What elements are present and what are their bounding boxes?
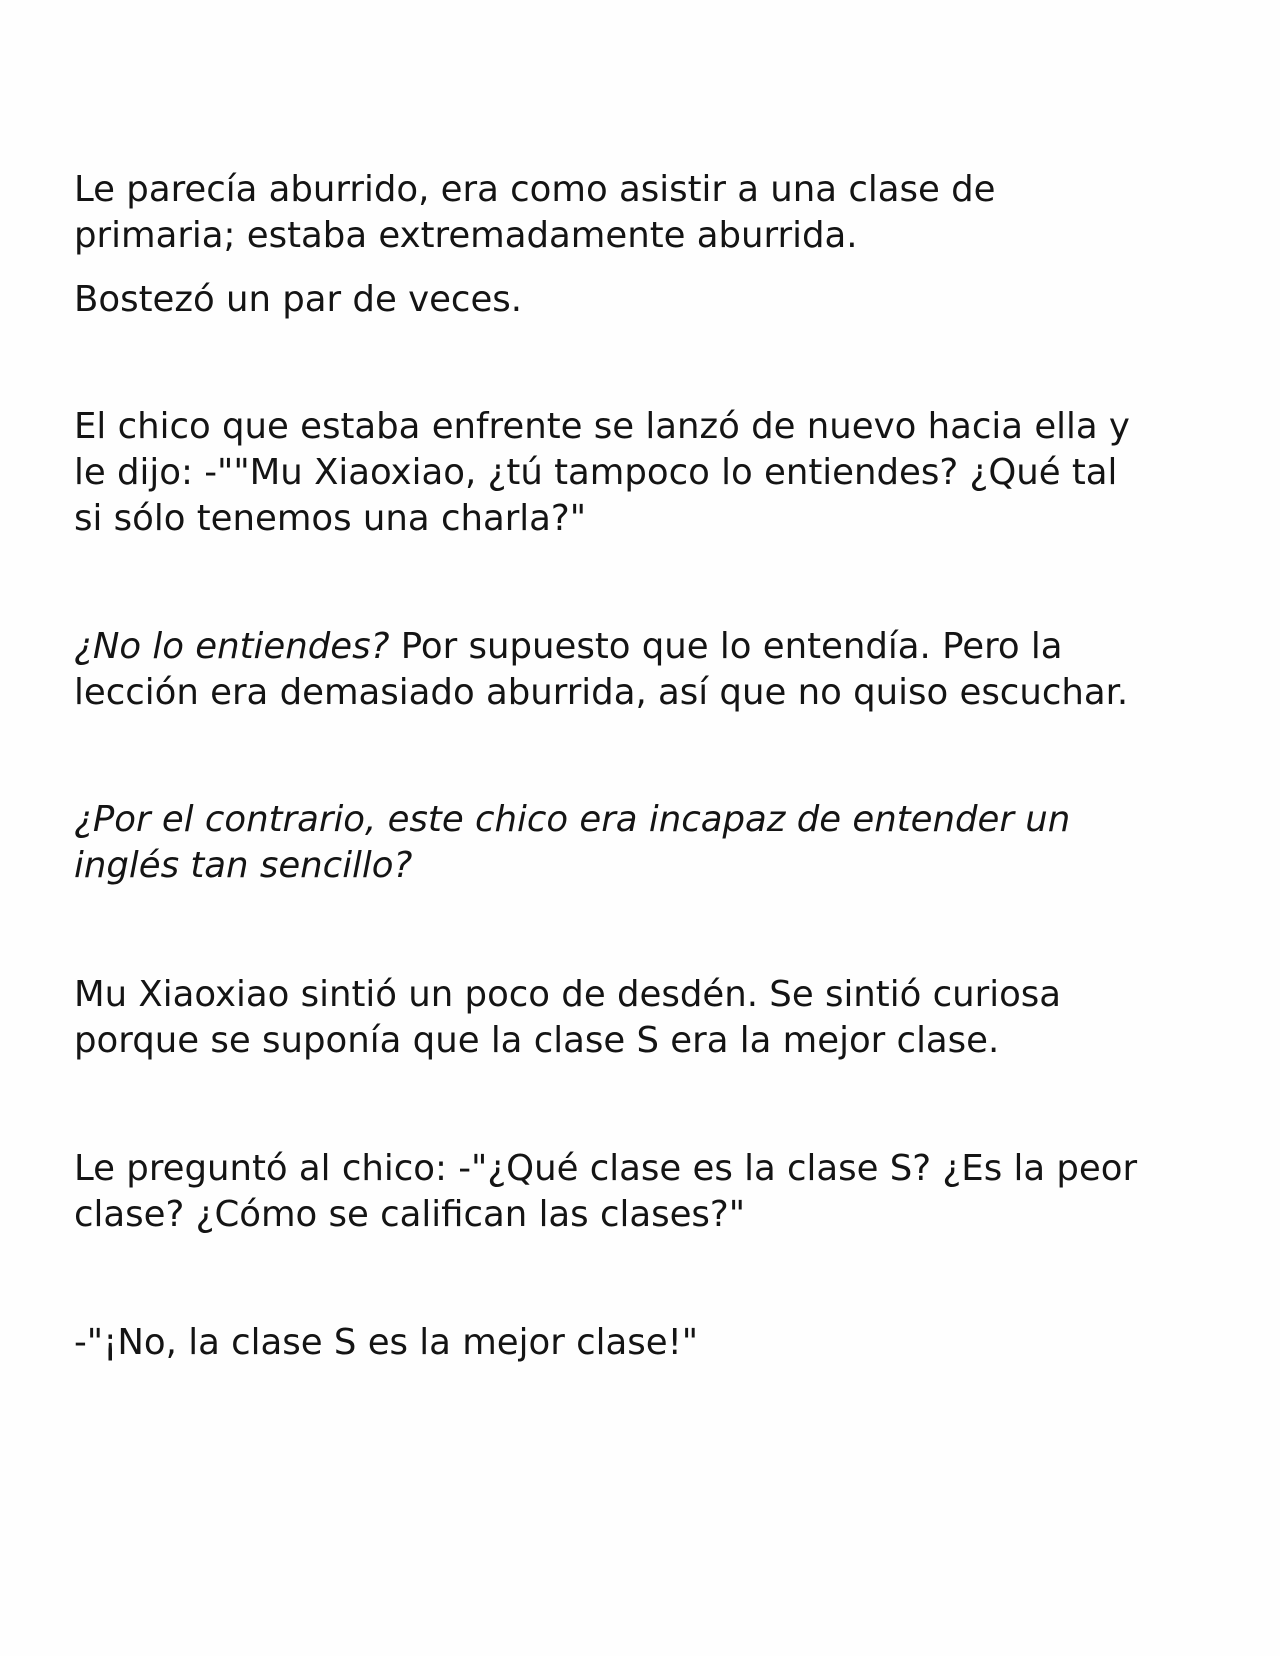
paragraph-7: Le preguntó al chico: -"¿Qué clase es la clase S? ¿Es la peor clase? ¿Cómo se califican las clases?" — [74, 1148, 1138, 1235]
paragraph-6: Mu Xiaoxiao sintió un poco de desdén. Se sintió curiosa porque se suponía que la clase S era la mejor clase. — [74, 974, 1062, 1061]
paragraph-5-italic — [74, 797, 1234, 889]
paragraph-3: El chico que estaba enfrente se lanzó de nuevo hacia ella y le dijo: -""Mu Xiaoxiao, ¿tú tampoco lo entiendes? ¿Qué tal si sólo tenemos una charla?" — [74, 406, 1130, 539]
paragraph-2: Bostezó un par de veces. — [74, 279, 523, 320]
paragraph-5-text: ¿Por el contrario, este chico era incapaz de entender un inglés tan sencillo? — [74, 799, 1071, 886]
paragraph-8: -"¡No, la clase S es la mejor clase!" — [74, 1322, 699, 1363]
paragraph-1: Le parecía aburrido, era como asistir a una clase de primaria; estaba extremadamente aburrida. — [74, 169, 996, 256]
document-page — [74, 0, 1234, 1656]
paragraph-4-text: Por supuesto que lo entendía. Pero la lección era demasiado aburrida, así que no quiso escuchar. — [74, 626, 1129, 713]
paragraph-4 — [74, 624, 1234, 716]
paragraph-4-italic: ¿No lo entiendes? — [74, 626, 390, 667]
